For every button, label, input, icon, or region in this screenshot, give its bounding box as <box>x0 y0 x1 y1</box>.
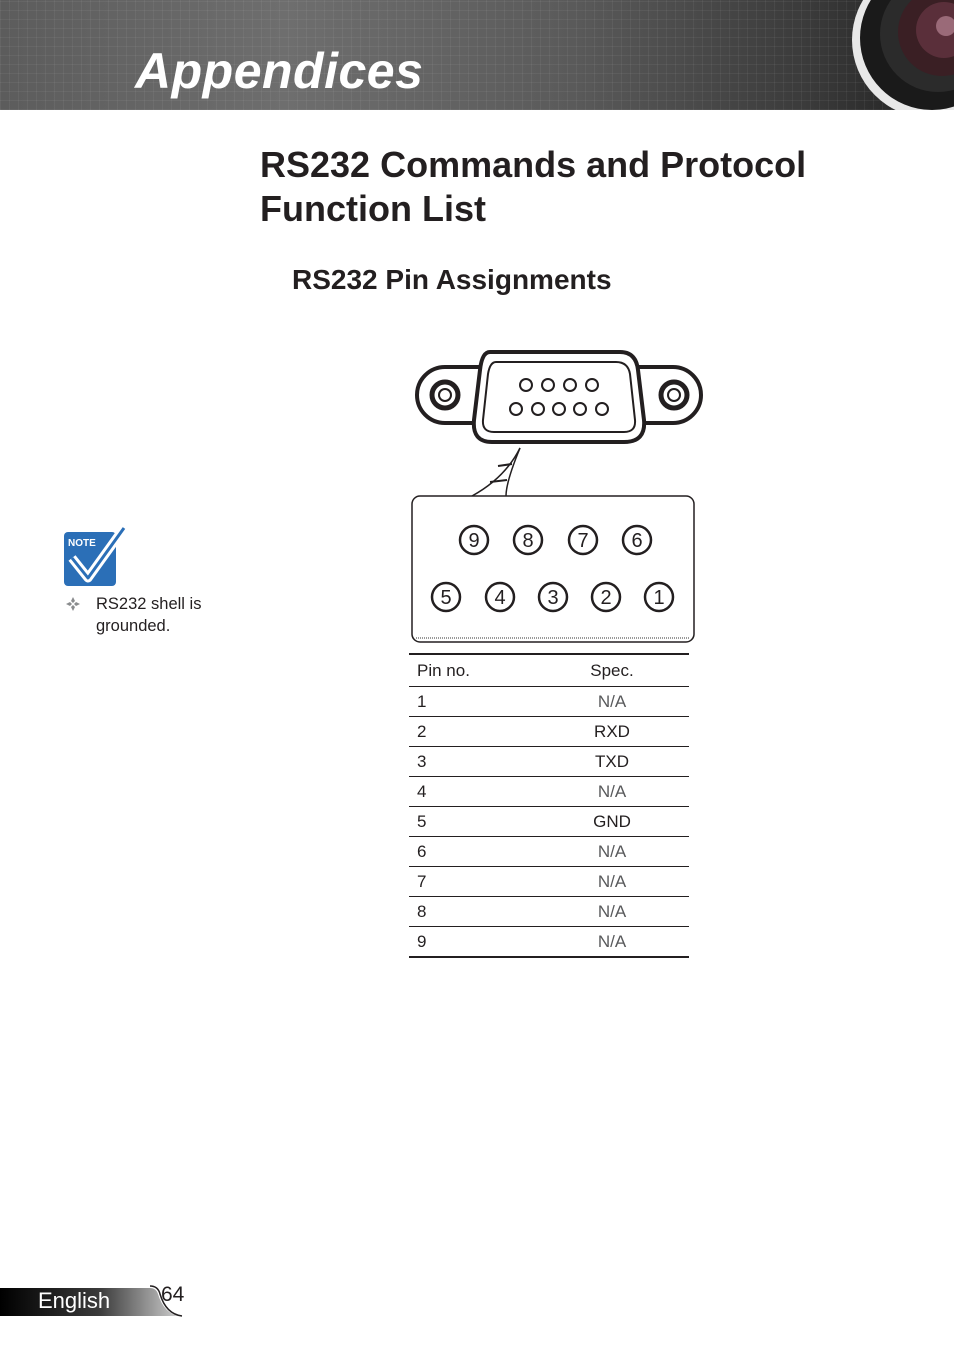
callout-pointer <box>472 448 520 496</box>
pin-label-7 <box>569 526 597 554</box>
section-subtitle: RS232 Pin Assignments <box>292 264 612 295</box>
pin-label-5 <box>432 583 460 611</box>
svg-text:8: 8 <box>522 530 534 552</box>
svg-text:7: 7 <box>577 530 589 552</box>
pin-assignment-table <box>409 653 689 958</box>
pin-number: 5 <box>409 807 565 837</box>
svg-text:1: 1 <box>653 587 665 609</box>
page-title: RS232 Commands and Protocol Function List <box>260 144 807 229</box>
section-title: Appendices <box>135 43 424 99</box>
pin-legend-panel <box>412 496 694 642</box>
header-banner <box>0 0 954 110</box>
pin-spec: N/A <box>565 687 689 717</box>
note-icon <box>62 524 128 588</box>
column-header-spec: Spec. <box>565 654 689 687</box>
db9-connector-diagram <box>410 348 706 648</box>
pin-label-9 <box>460 526 488 554</box>
svg-text:5: 5 <box>440 587 452 609</box>
pin-label-3 <box>539 583 567 611</box>
table-row <box>409 717 689 747</box>
pin-label-4 <box>486 583 514 611</box>
pin-number: 7 <box>409 867 565 897</box>
table-header-row <box>409 654 689 687</box>
pin-spec: TXD <box>565 747 689 777</box>
pin-number: 8 <box>409 897 565 927</box>
footer-language: English <box>38 1288 111 1313</box>
table-row <box>409 897 689 927</box>
table-row <box>409 927 689 958</box>
table-row <box>409 807 689 837</box>
table-row <box>409 837 689 867</box>
pin-label-6 <box>623 526 651 554</box>
pin-label-1 <box>645 583 673 611</box>
svg-text:6: 6 <box>631 530 643 552</box>
pin-number: 2 <box>409 717 565 747</box>
table-row <box>409 777 689 807</box>
svg-text:2: 2 <box>600 587 612 609</box>
pin-number: 4 <box>409 777 565 807</box>
table-row <box>409 867 689 897</box>
table-row <box>409 747 689 777</box>
pin-spec: N/A <box>565 867 689 897</box>
pin-spec: N/A <box>565 837 689 867</box>
table-row <box>409 687 689 717</box>
pin-spec: N/A <box>565 777 689 807</box>
svg-text:9: 9 <box>468 530 480 552</box>
page-number: 64 <box>161 1283 185 1306</box>
pin-spec: RXD <box>565 717 689 747</box>
lens-icon <box>820 0 954 110</box>
pin-label-2 <box>592 583 620 611</box>
pin-number: 6 <box>409 837 565 867</box>
pin-number: 9 <box>409 927 565 958</box>
pin-label-8 <box>514 526 542 554</box>
pin-spec: N/A <box>565 897 689 927</box>
svg-text:NOTE: NOTE <box>68 538 96 549</box>
svg-text:4: 4 <box>494 587 506 609</box>
svg-text:3: 3 <box>547 587 559 609</box>
diamond-bullet-icon <box>65 596 81 612</box>
pin-spec: GND <box>565 807 689 837</box>
column-header-pin-no: Pin no. <box>409 654 565 687</box>
pin-number: 1 <box>409 687 565 717</box>
pin-spec: N/A <box>565 927 689 958</box>
note-text: RS232 shell is grounded. <box>96 595 202 635</box>
connector-shell <box>417 352 701 442</box>
pin-number: 3 <box>409 747 565 777</box>
